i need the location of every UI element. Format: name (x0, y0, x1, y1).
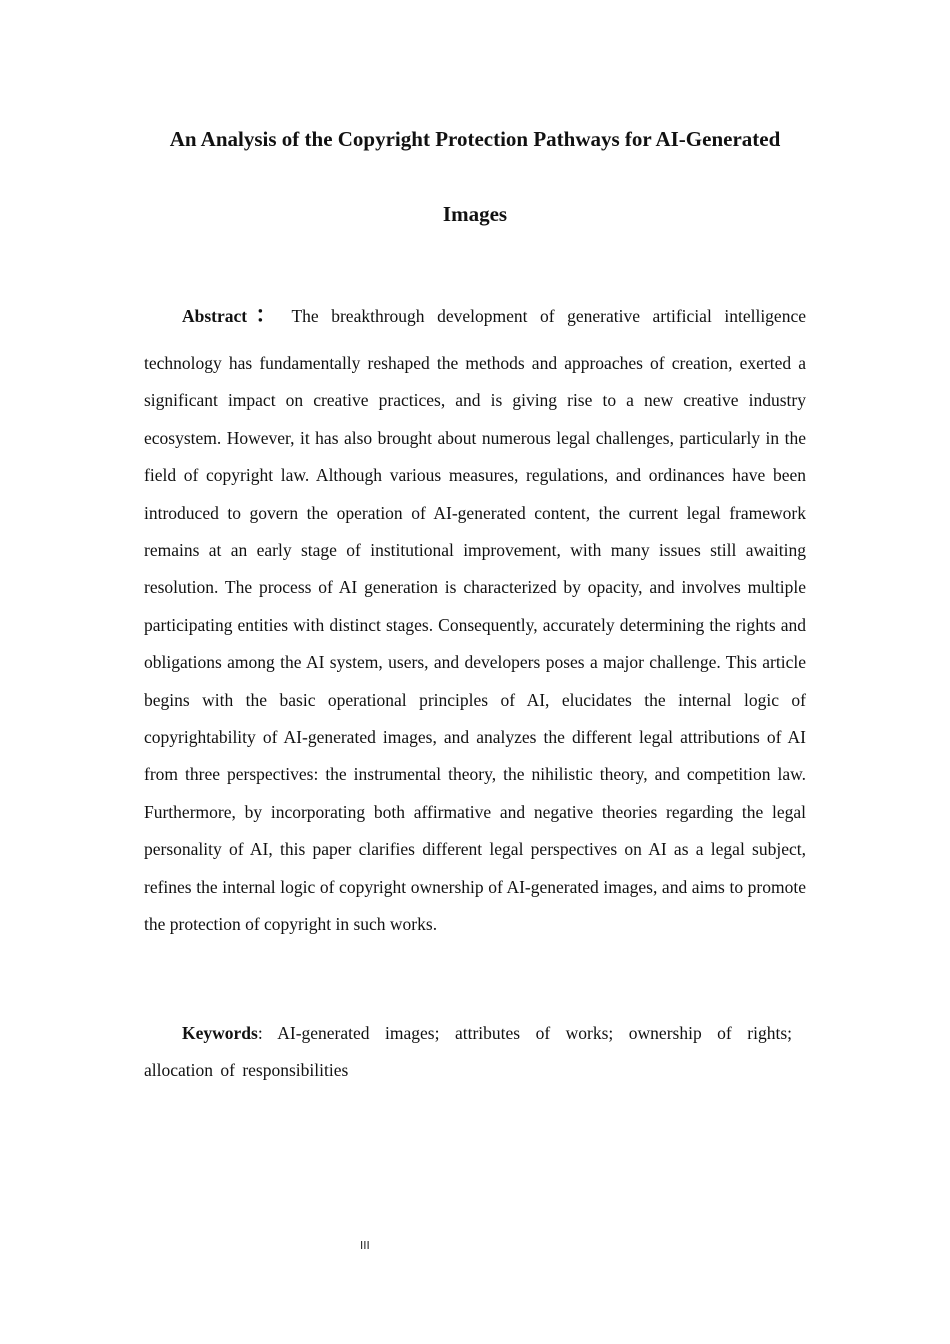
document-title-line-1: An Analysis of the Copyright Protection Pathways for AI-Generated (169, 127, 781, 151)
keywords-label: Keywords (182, 1023, 258, 1043)
keywords-text: : AI-generated images; attributes of works; ownership of rights; allocation of responsibilities (144, 1023, 792, 1081)
abstract-label: Abstract (182, 306, 248, 326)
abstract-body: technology has fundamentally reshaped the methods and approaches of creation, exerted a significant impact on creative practices, and is giving rise to a new creative industry ecosystem. However, it has also brought about numerous legal challenges, particularly in the field of copyright law. Although various measures, regulations, and ordinances have been introduced to govern the operation of AI-generated content, the current legal framework remains at an early stage of institutional improvement, with many issues still awaiting resolution. The process of AI generation is characterized by opacity, and involves multiple participating entities with distinct stages. Consequently, accurately determining the rights and obligations among the AI system, users, and developers poses a major challenge. This article begins with the basic operational principles of AI, elucidates the internal logic of copyrightability of AI-generated images, and analyzes the different legal attributions of AI from three perspectives: the instrumental theory, the nihilistic theory, and competition law. Furthermore, by incorporating both affirmative and negative theories regarding the legal personality of AI, this paper clarifies different legal perspectives on AI as a legal subject, refines the internal logic of copyright ownership of AI-generated images, and aims to promote the protection of copyright in such works. (144, 353, 806, 935)
abstract-colon: ： (247, 302, 286, 327)
abstract-first-line (144, 300, 806, 331)
document-title-line-2: Images (442, 202, 508, 226)
keywords-paragraph (144, 1015, 792, 1090)
page-number: III (360, 1239, 370, 1252)
abstract-first-line-text: The breakthrough development of generative artificial intelligence (291, 306, 806, 326)
